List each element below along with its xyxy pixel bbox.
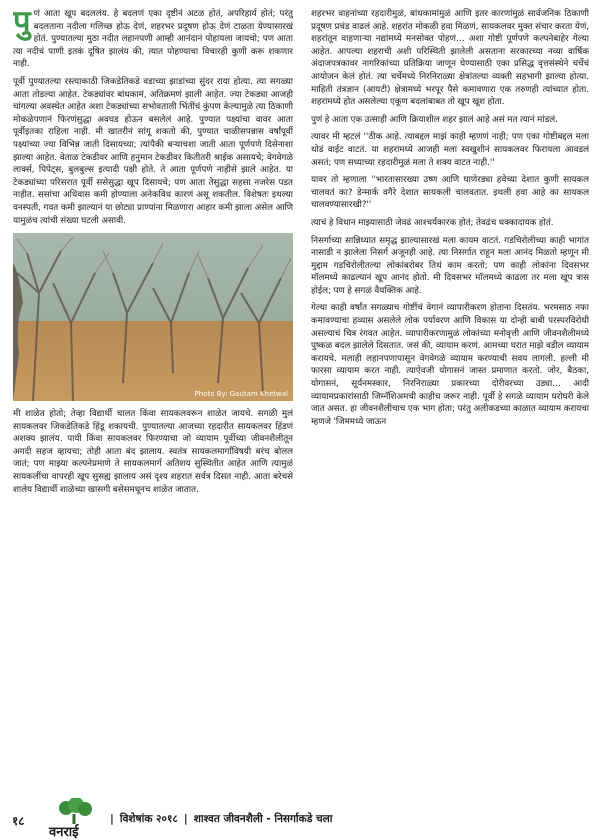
forest-photo	[13, 233, 293, 401]
issue-label: विशेषांक २०१८	[119, 813, 178, 825]
series-title: शाश्वत जीवनशैली - निसर्गाकडे चला	[193, 813, 333, 825]
footer-caption	[110, 812, 332, 826]
drop-cap: पु	[13, 8, 31, 40]
left-column	[13, 8, 293, 784]
footer-divider: |	[110, 813, 114, 825]
paragraph-commercialization: गेल्या काही वर्षांत सगळ्याच गोष्टींचं वेगानं व्यापारीकरण होताना दिसतंय. भरमसाठ नफा कमावण्याचा हव्यास असलेले लोक पर्यावरण आणि विकास या दोन्ही बाबी परस्परविरोधी असल्याचं चित्र रंगवत आहेत. व्यापारीकरणामुळं लोकांच्या मनोवृत्ती आणि जीवनशैलीमध्ये पुष्कळ बदल झालेले दिसतात. जसं की, व्यायाम करणं. आमच्या घरात माझे वडील व्यायाम करायचे. मलाही लहानपणापासून वेगवेगळे व्यायाम करण्याची सवय लागली. हल्ली मी फारसा व्यायाम करत नाही. त्याऐवजी योगासनं जास्त प्रमाणात करतो. जोर, बैठका, योगासनं, सूर्यनमस्कार, निरनिराळ्या प्रकारच्या दोरीवरच्या उड्या… आदी व्यायामप्रकारांसाठी जिम्नॅशिअमची काहीच जरूर नाही. पूर्वी हे सगळे व्यायाम घरोघरी केले जात असत. हा जीवनशैलीचाच एक भाग होता; परंतु अलीकडच्या काळात व्यायाम करायचा म्हणजे 'जिममध्ये जाऊन	[311, 303, 589, 427]
paragraph-intro-text: णं आता खूप बदललंय. हे बदलणं एका दृष्टीनं अटळ होतं, अपरिहार्य होतं; परंतु बदलताना नदीला गलिच्छ होऊ देणं, शहरभर प्रदूषण होऊ देणं टाळता येण्यासारखं होतं. पुण्यातल्या मुठा नदीत लहानपणी आम्ही आनंदानं पोहायला जायचो; पण आता त्या नदीचं पाणी इतकं दूषित झालंय की, त्यात पोहण्याचा विचारही कुणी करू शकणार नाही.	[13, 9, 293, 70]
logo-wordmark: वनराई	[49, 825, 79, 840]
paragraph-nature: निसर्गाच्या सान्निध्यात समृद्ध झाल्यासारखं मला कायम वाटतं. गडचिरोलीच्या काही भागांत नासाडी न झालेला निसर्ग अजूनही आहे. त्या निसर्गात राहून मला आनंद मिळतो म्हणून मी मुद्दाम गडचिरोलीतल्या लोकांबरोबर तिथं काम करतो; पण काही लोकांना दिवसभर मॉलमध्ये काढल्यानं खूप आनंद होतो. मी दिवसभर मॉलमध्ये काढला तर मला खूप त्रास होईल; पण हे सगळं वैयक्तिक आहे.	[311, 235, 589, 296]
footer-divider-2: |	[183, 813, 188, 825]
paragraph-reply: त्यावर मी म्हटलं ''ठीक आहे. त्याबद्दल माझं काही म्हणणं नाही; पण एका गोष्टीबद्दल मला थोडं वाईट वाटतं. या शहरामध्ये आजही मला स्वखुशीनं सायकलवर फिरायला आवडलं असतं; पण सध्याच्या रहदारीमुळं मला ते शक्य वाटत नाही.''	[311, 132, 589, 168]
right-column	[311, 8, 589, 784]
paragraph-cycling: मी शाळेत होतो; तेव्हा विद्यार्थी चालत किंवा सायकलवरून शाळेत जायचे. सगळी मुलं सायकलवर जिकडेतिकडे हिंडू शकायची. पुण्यातल्या आजच्या रहदारीत सायकलवर हिंडणं अशक्य झालंय. पायी किंवा सायकलवर फिरण्याचा जो व्यायाम पूर्वीच्या जीवनशैलीतून अगदी सहज व्हायचा; तोही आता बंद झालाय. स्वतंत्र सायकलमार्गांविषयी बरंच बोलल जातं; पण माझ्या कल्पनेप्रमाणे ते सायकलमार्ग अतिशय सुस्थितीत आहेत आणि त्यामुळं सायकलींचा वापरही खूप सुसह्य झालाय असं दृश्य शहरात सर्वत्र दिसत नाही. आता बरेचसे शालेय विद्यार्थी शाळेच्या खासगी बसेसमधूनच शाळेत जातात.	[13, 409, 293, 495]
paragraph-surprise: त्याचं हे विधान माझ्यासाठी जेवढं आश्चर्यकारक होतं; तेवढंच धक्कादायक होतं.	[311, 217, 554, 228]
photo-credit: Photo By: Gautam Khetwal	[194, 390, 288, 399]
paragraph-opinion: पुणं हे आता एक उत्साही आणि क्रियाशील शहर झालं आहे असं मत त्यानं मांडलं.	[311, 114, 558, 125]
forest-photo-image	[13, 233, 293, 401]
page-footer	[0, 798, 600, 839]
paragraph-intro	[13, 8, 293, 71]
paragraph-response: यावर तो म्हणाला ''भारतासारख्या उष्ण आणि घाणेरड्या हवेच्या देशात कुणी सायकल चालवतं का? डेन्मार्क वगैरे देशात सायकली चालवतात. इथली हवा आहे का सायकल चालवण्यासारखी?''	[311, 175, 589, 211]
paragraph-trees-birds: पूर्वी पुण्यातल्या रस्त्याकाठी जिकडेतिकडे वडाच्या झाडांच्या सुंदर राया होत्या. त्या सगळ्या आता तोडल्या आहेत. टेकड्यांवर बांधकामं, अतिक्रमणं झाली आहेत. ज्या टेकड्या आजही चांगल्या अवस्थेत आहेत अशा टेकड्यांच्या सभोवताली भिंतींचं कुंपण केल्यामुळे त्या ठिकाणी मोकळेपणानं फिरणंसुद्धा अवघड होऊन बसलेलं आहे. पुण्यात पक्ष्यांचा वावर आता पूर्वीइतका राहिला नाही. मी खातरीनं सांगू शकतो की, पुण्यात चाळीसपन्नास वर्षांपूर्वी पक्ष्यांच्या ज्या विभिन्न जाती दिसायच्या; त्यांपैकी बऱ्याचशा जाती आता पूर्णपणे दिसेनाशा झाल्या आहेत. वेताळ टेकडीवर आणि हनुमान टेकडीवर कितीतरी श्राईक असायचे; वेगवेगळे लार्क्स, पिपेट्स, बुलबुल्स इत्यादी पक्षी होते. ते आता पूर्णपणे नाहीसे झाले आहेत. या टेकड्यांच्या परिसरात पूर्वी ससेसुद्धा खूप दिसायचे; पण आता तेसुद्धा सहसा नजरेस पडत नाहीत. ससांचा अधिवास कमी होण्याला अनेकविध कारणं असू शकतील. विशेषतः इथल्या वनस्पती, गवत कमी झाल्यानं या छोट्या प्राण्यांना मिळणारा आहार कमी झाला असेल आणि यामुळंच त्यांची संख्या घटली असावी.	[13, 76, 293, 226]
page-number: १८	[12, 814, 25, 828]
paragraph-pollution: शहरभर वाहनांच्या रहदारीमुळं, बांधकामांमुळं आणि इतर कारणांमुळं सार्वजनिक ठिकाणी प्रदूषण प्रचंड वाढलं आहे. शहरांत मोकळी हवा मिळणं, सायकलवर मुक्त संचार करता येणं, शहरांतून वाहणाऱ्या नद्यांमध्ये मनसोक्त पोहणं… अशा गोष्टी पूर्णपणे कल्पनेबाहेर गेल्या आहेत. आपल्या शहराची अशी परिस्थिती झालेली असताना सरकारच्या नव्या वार्षिक अंदाजपत्रकावर नागरिकांच्या प्रतिक्रिया जाणून घेण्यासाठी एका प्रसिद्ध वृत्तसंस्थेने चर्चेचं आयोजन केलं होतं. त्या चर्चेमध्ये निरनिराळ्या क्षेत्रांतल्या व्यक्ती सहभागी झाल्या होत्या. माहिती तंत्रज्ञान (आयटी) क्षेत्रामध्ये भरपूर पैसे कमावणारा एक तरुणही त्यांच्यात होता. शहरामध्ये होत असलेल्या एकूण बदलांबाबत तो खूप खूश होता.	[311, 9, 589, 108]
